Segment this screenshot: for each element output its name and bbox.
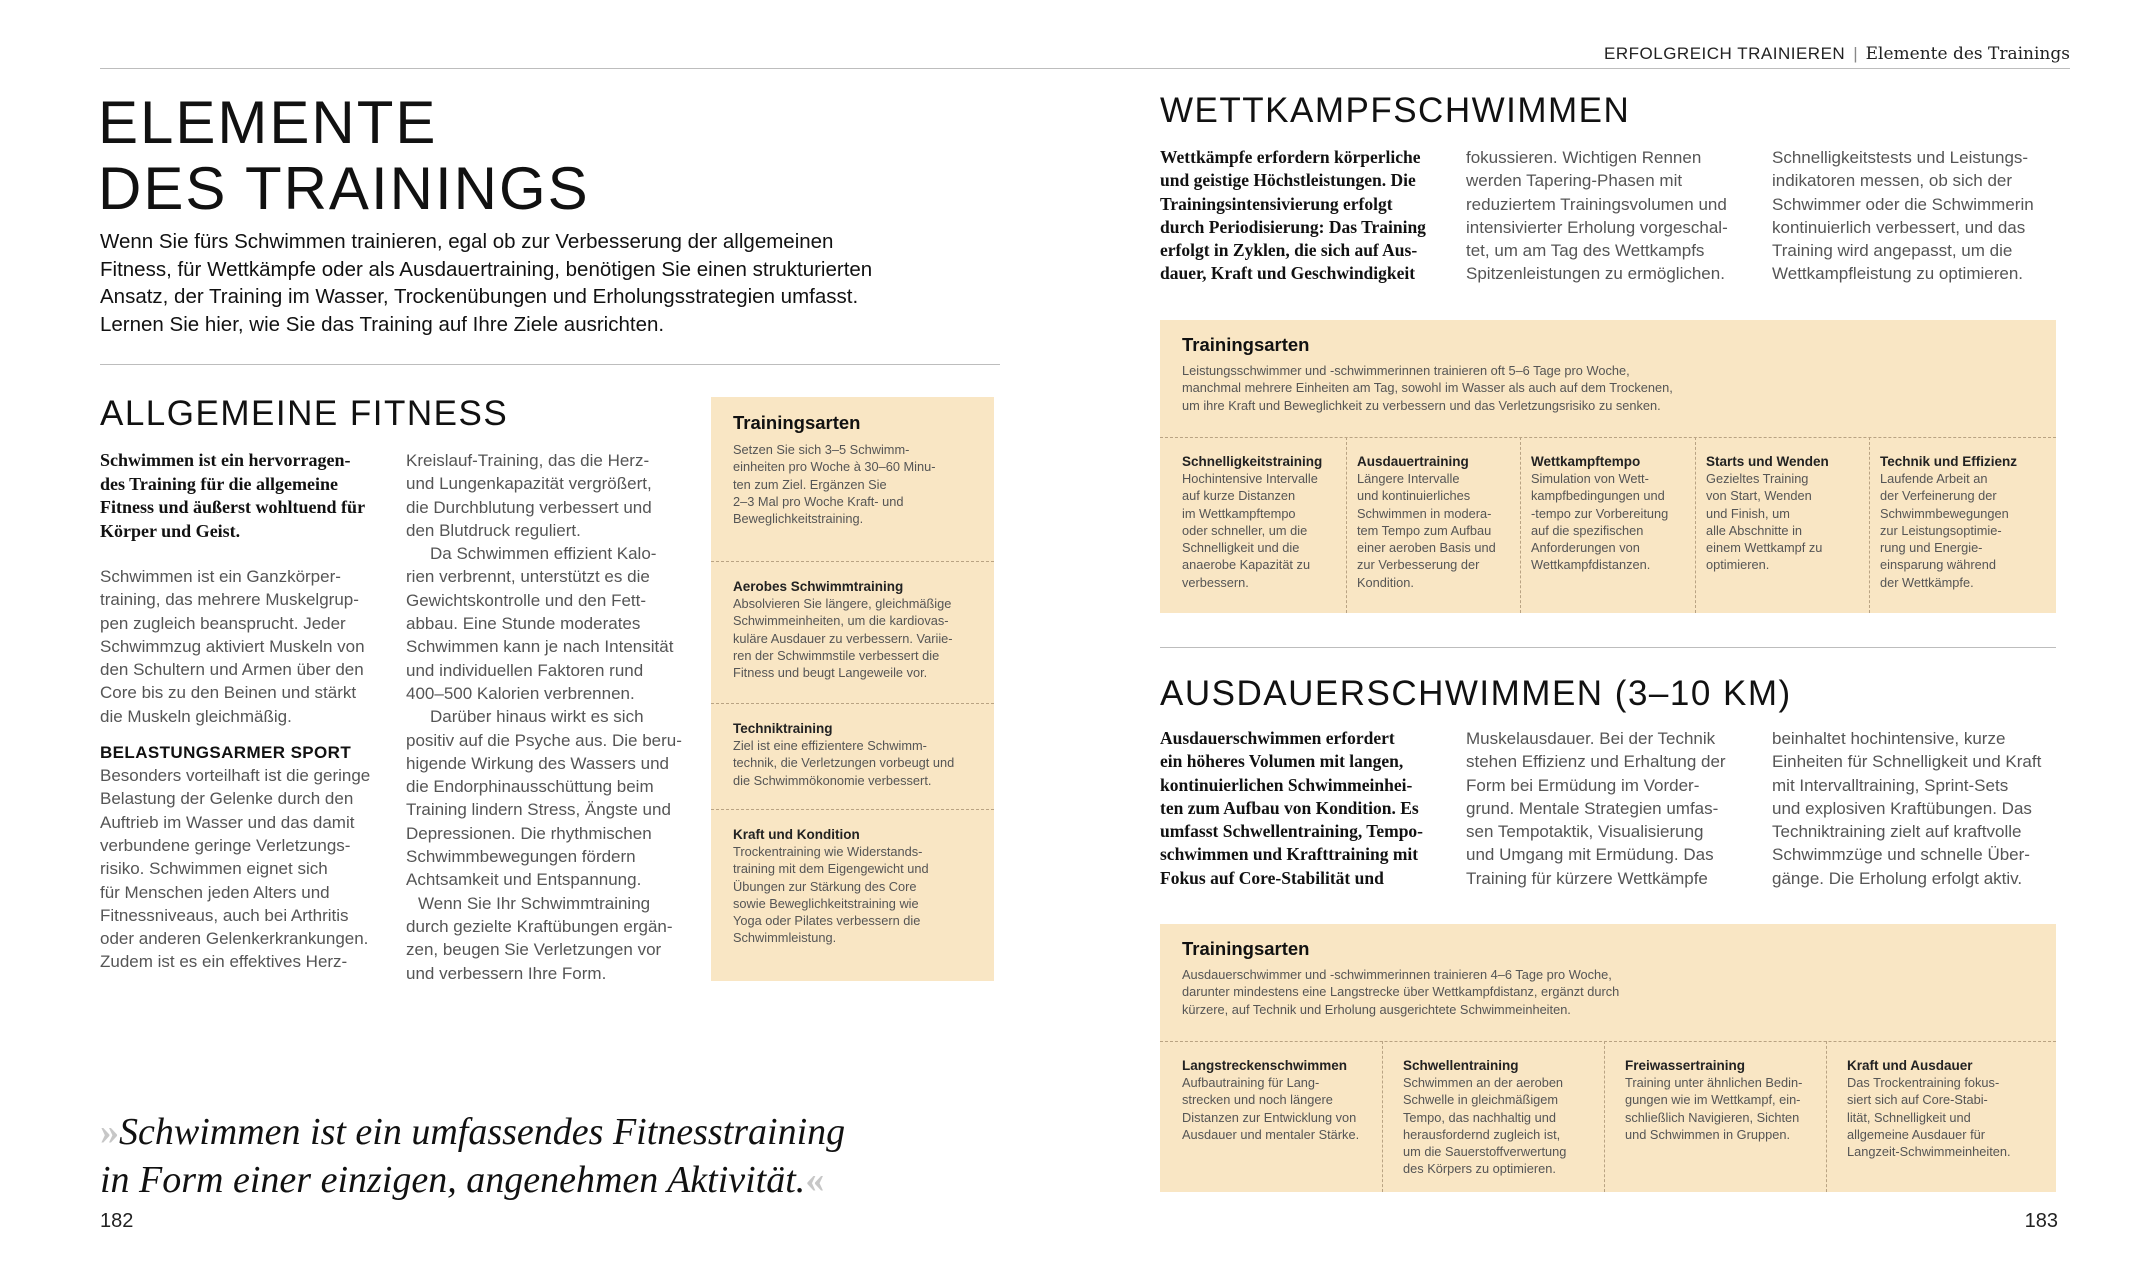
page-title-line: DES TRAININGS [98,155,590,222]
body-line: grund. Mentale Strategien umfas- [1466,798,1719,818]
box-line: Schwelle in gleichmäßigem [1403,1092,1559,1108]
competition-heading: WETTKAMPFSCHWIMMEN [1160,91,1631,130]
box-item-title: Schnelligkeitstraining [1182,454,1323,469]
box-item [733,578,988,681]
box-line: Absolvieren Sie längere, gleichmäßige [733,596,952,611]
fitness-column-1 [100,449,390,974]
box-item-title: Langstreckenschwimmen [1182,1058,1348,1073]
body-line: higende Wirkung des Wassers und [406,753,670,773]
body-line: Belastung der Gelenke durch den [100,789,354,809]
body-line: abbau. Eine Stunde moderates [406,614,641,634]
box-title: Trainingsarten [1182,334,1310,355]
body-line: und individuellen Faktoren rund [406,660,644,680]
box-line: Simulation von Wett- [1531,471,1649,486]
intro-line: Ansatz, der Training im Wasser, Trockenübungen und Erholungsstrategien umfasst. [100,285,859,308]
column-divider [1604,1041,1605,1192]
body-line: durch gezielte Kraftübungen ergän- [406,916,673,936]
box-item-title: Aerobes Schwimmtraining [733,579,904,594]
low-impact-body [100,764,390,974]
quote-line: in Form einer einzigen, angenehmen Aktivität.« [100,1159,825,1201]
body-line: Darüber hinaus wirkt es sich [430,707,644,727]
box-line: siert sich auf Core-Stabi- [1847,1092,1988,1108]
box-title: Trainingsarten [1182,938,1310,959]
box-item-title: Technik und Effizienz [1880,454,2018,469]
low-impact-subheading: BELASTUNGSARMER SPORT [100,743,352,763]
body-line: Schwimmzüge und schnelle Über- [1772,845,2030,865]
box-line: einer aeroben Basis und [1357,540,1496,556]
lead-line: Körper und Geist. [100,520,241,541]
lead-line: des Training für die allgemeine [100,473,339,494]
body-line: indikatoren messen, ob sich der [1772,171,2013,191]
box-item [1182,453,1344,591]
quote-close-mark: « [805,1159,825,1201]
body-line: Form bei Ermüdung im Vorder- [1466,775,1700,795]
lead-line: kontinuierlichen Schwimmeinhei- [1160,774,1413,795]
section-rule [1160,647,2056,648]
header-separator: | [1853,44,1858,63]
box-item-title: Freiwassertraining [1625,1058,1746,1073]
column-divider [1346,437,1347,613]
box-line: allgemeine Ausdauer für [1847,1126,1986,1142]
body-line: rien verbrennt, unterstützt es die [406,567,650,587]
body-line: fokussieren. Wichtigen Rennen [1466,148,1702,167]
endurance-training-types-box [1160,924,2056,1192]
box-line: technik, die Verletzungen vorbeugt und [733,755,955,771]
box-divider [1160,437,2056,438]
box-line: Schnelligkeit und die [1182,540,1300,556]
box-item [1880,453,2048,591]
box-line: Setzen Sie sich 3–5 Schwimm- [733,442,910,457]
body-line: zen, beugen Sie Verletzungen vor [406,940,662,960]
body-line: intensivierter Erholung vorgeschal- [1466,217,1728,237]
box-line: und Finish, um [1706,505,1790,521]
box-line: von Start, Wenden [1706,488,1812,504]
body-line: mit Intervalltraining, Sprint-Sets [1772,775,2009,795]
box-line: Hochintensive Intervalle [1182,471,1318,486]
body-line: die Muskeln gleichmäßig. [100,706,292,726]
intro-line: Fitness, für Wettkämpfe oder als Ausdauertraining, benötigen Sie einen strukturierten [100,257,873,281]
box-line: Schwimmen in modera- [1357,505,1492,521]
lead-line: schwimmen und Krafttraining mit [1160,844,1419,865]
box-line: Schwimmleistung. [733,930,837,946]
body-line: Auftrieb im Wasser und das damit [100,812,355,832]
box-line: optimieren. [1706,557,1770,573]
lead-line: durch Periodisierung: Das Training [1160,216,1426,237]
box-line: sowie Beweglichkeitstraining wie [733,895,919,911]
body-line: pen zugleich beansprucht. Jeder [100,613,346,633]
intro-line: Lernen Sie hier, wie Sie das Training auf Ihre Ziele ausrichten. [100,312,665,336]
body-line: beinhaltet hochintensive, kurze [1772,729,2006,748]
page-number-left: 182 [100,1210,134,1232]
box-line: Schwimmen an der aeroben [1403,1075,1564,1090]
box-line: alle Abschnitte in [1706,522,1803,538]
body-line: Training wird angepasst, um die [1772,241,2013,261]
box-line: lität, Schnelligkeit und [1847,1109,1971,1125]
box-line: herausfordernd zugleich ist, [1403,1126,1561,1142]
body-line: kontinuierlich verbessert, und das [1772,217,2026,237]
box-line: um ihre Kraft und Beweglichkeit zu verbessern und das Verletzungsrisiko zu senken. [1182,397,1661,413]
box-intro [733,441,983,527]
endurance-column-3 [1772,727,2072,890]
box-item-title: Starts und Wenden [1706,454,1829,469]
box-line: einheiten pro Woche à 30–60 Minu- [733,459,936,475]
body-line: 400–500 Kalorien verbrennen. [406,683,635,703]
box-line: und Schwimmen in Gruppen. [1625,1126,1791,1142]
body-line: Spitzenleistungen zu ermöglichen. [1466,264,1725,284]
box-line: Distanzen zur Entwicklung von [1182,1109,1357,1125]
chapter-label: Elemente des Trainings [1865,44,2070,64]
box-line: Längere Intervalle [1357,471,1460,486]
section-rule [100,364,1000,365]
section-label: ERFOLGREICH TRAINIEREN [1604,44,1846,63]
body-line: Training lindern Stress, Ängste und [406,800,671,820]
box-line: strecken und noch längere [1182,1092,1333,1108]
box-line: der Verfeinerung der [1880,488,1997,504]
box-item [1531,453,1693,574]
body-line: Da Schwimmen effizient Kalo- [430,544,657,564]
endurance-heading: AUSDAUERSCHWIMMEN (3–10 KM) [1160,674,1792,713]
box-line: training mit dem Eigengewicht und [733,861,929,877]
competition-training-types-box [1160,320,2056,613]
box-line: kuläre Ausdauer zu verbessern. Variie- [733,630,953,646]
box-item [1625,1057,1825,1143]
box-line: Schwimmeinheiten, um die kardiovas- [733,613,949,629]
box-divider [711,809,994,810]
box-line: Anforderungen von [1531,540,1640,556]
box-item [1357,453,1517,591]
body-line: Wettkampfleistung zu optimieren. [1772,264,2024,284]
competition-column-2 [1466,146,1766,286]
box-item [1182,1057,1382,1143]
body-line: Schwimmbewegungen fördern [406,847,636,867]
pull-quote [100,1108,1000,1204]
box-divider [711,703,994,704]
body-line: Fitnessniveaus, auch bei Arthritis [100,905,349,925]
column-divider [1826,1041,1827,1192]
lead-line: Fitness und äußerst wohltuend für [100,497,366,517]
box-divider [711,561,994,562]
box-intro [1182,362,2032,414]
body-line: Training für kürzere Wettkämpfe [1466,868,1708,888]
body-line: Achtsamkeit und Entspannung. [406,870,642,890]
body-line: Gewichtskontrolle und den Fett- [406,590,647,610]
lead-line: Trainingsintensivierung erfolgt [1160,193,1393,214]
body-line: und Lungenkapazität vergrößert, [406,474,652,494]
box-line: tem Tempo zum Aufbau [1357,522,1492,538]
box-item [733,720,988,789]
body-line: Kreislauf-Training, das die Herz- [406,451,650,470]
lead-line: ten zum Aufbau von Kondition. Es [1160,797,1419,818]
body-line: Wenn Sie Ihr Schwimmtraining [418,893,651,913]
competition-column-1 [1160,146,1460,286]
body-line: tet, um am Tag des Wettkampfs [1466,241,1705,261]
body-line: den Blutdruck reguliert. [406,520,581,540]
box-line: anaerobe Kapazität zu [1182,557,1311,573]
box-line: einsparung während [1880,557,1996,573]
box-line: Fitness und beugt Langeweile vor. [733,665,928,681]
body-line: und Umgang mit Ermüdung. Das [1466,845,1714,865]
box-line: Langzeit-Schwimmeinheiten. [1847,1144,2011,1160]
lead-line: umfasst Schwellentraining, Tempo- [1160,821,1424,842]
box-item-title: Wettkampftempo [1531,454,1641,469]
box-line: Aufbautraining für Lang- [1182,1075,1320,1090]
column-divider [1869,437,1870,613]
lead-line: und geistige Höchstleistungen. Die [1160,170,1416,191]
box-line: Übungen zur Stärkung des Core [733,878,917,894]
box-intro [1182,966,2032,1018]
box-line: Yoga oder Pilates verbessern die [733,913,921,929]
box-line: Laufende Arbeit an [1880,471,1988,486]
box-line: zur Verbesserung der [1357,557,1480,573]
box-item [1847,1057,2047,1160]
quote-open-mark: » [100,1111,119,1153]
body-line: Schwimmzug aktiviert Muskeln von [100,636,365,656]
box-line: um die Sauerstoffverwertung [1403,1144,1567,1160]
box-line: Trockentraining wie Widerstands- [733,844,923,859]
box-item [1706,453,1866,574]
box-line: manchmal mehrere Einheiten am Tag, sowohl im Wasser als auch auf dem Trockenen, [1182,380,1673,396]
box-line: Beweglichkeitstraining. [733,511,864,527]
body-line: und explosiven Kraftübungen. Das [1772,798,2032,818]
column-divider [1382,1041,1383,1192]
endurance-column-2 [1466,727,1766,890]
body-line: Techniktraining zielt auf kraftvolle [1772,822,2022,842]
body-line: Zudem ist es ein effektives Herz- [100,952,348,972]
header-rule [100,68,2070,69]
body-line: Schwimmer oder die Schwimmerin [1772,194,2034,214]
body-line: risiko. Schwimmen eignet sich [100,859,328,879]
box-line: Wettkampfdistanzen. [1531,557,1651,573]
intro-paragraph [100,228,1000,338]
box-line: die Schwimmökonomie verbessert. [733,772,932,788]
body-line: werden Tapering-Phasen mit [1466,171,1683,191]
running-header [1604,44,2070,64]
body-line: verbundene geringe Verletzungs- [100,835,351,855]
box-title: Trainingsarten [733,412,861,433]
competition-column-3 [1772,146,2072,286]
page-title-line: ELEMENTE [98,89,438,156]
box-line: schließlich Navigieren, Sichten [1625,1109,1800,1125]
body-line: den Schultern und Armen über den [100,660,364,680]
lead-line: erfolgt in Zyklen, die sich auf Aus- [1160,240,1418,261]
fitness-column-2 [406,449,696,985]
box-divider [1160,1041,2056,1042]
page-title [98,90,590,222]
body-line: Schwimmen kann je nach Intensität [406,637,674,657]
box-line: kampfbedingungen und [1531,488,1665,504]
body-line: und verbessern Ihre Form. [406,963,607,983]
box-line: Kondition. [1357,574,1414,590]
body-line: positiv auf die Psyche aus. Die beru- [406,730,682,750]
box-line: Leistungsschwimmer und -schwimmerinnen trainieren oft 5–6 Tage pro Woche, [1182,363,1630,378]
box-line: verbessern. [1182,574,1249,590]
body-line: die Endorphinausschüttung beim [406,777,654,797]
page-number-right: 183 [2024,1210,2058,1232]
box-line: oder schneller, um die [1182,522,1308,538]
box-item [733,826,988,947]
fitness-body [100,565,390,728]
box-line: Tempo, das nachhaltig und [1403,1109,1556,1125]
body-line: sen Tempotaktik, Visualisierung [1466,822,1704,842]
box-item-title: Techniktraining [733,721,833,736]
lead-line: Schwimmen ist ein hervorragen- [100,450,351,470]
lead-line: Ausdauerschwimmen erfordert [1160,728,1395,748]
lead-line: Wettkämpfe erfordern körperliche [1160,147,1421,167]
box-line: darunter mindestens eine Langstrecke über Wettkampfdistanz, ergänzt durch [1182,984,1620,1000]
body-line: stehen Effizienz und Erhaltung der [1466,752,1726,772]
box-item-title: Kraft und Kondition [733,827,860,842]
box-line: gungen wie im Wettkampf, ein- [1625,1092,1801,1108]
body-line: Core bis zu den Beinen und stärkt [100,683,357,703]
box-item-title: Ausdauertraining [1357,454,1469,469]
body-line: gänge. Die Erholung erfolgt aktiv. [1772,868,2023,888]
box-line: Ausdauer und mentaler Stärke. [1182,1126,1360,1142]
box-line: Ausdauerschwimmer und -schwimmerinnen trainieren 4–6 Tage pro Woche, [1182,967,1612,982]
box-line: zur Leistungsoptimie- [1880,522,2002,538]
box-item [1403,1057,1603,1178]
box-line: auf die spezifischen [1531,522,1644,538]
box-line: des Körpers zu optimieren. [1403,1161,1556,1177]
box-line: und kontinuierliches [1357,488,1471,504]
column-divider [1695,437,1696,613]
body-line: Muskelausdauer. Bei der Technik [1466,729,1716,748]
endurance-column-1 [1160,727,1460,890]
box-line: im Wettkampftempo [1182,505,1296,521]
box-line: auf kurze Distanzen [1182,488,1296,504]
box-line: -tempo zur Vorbereitung [1531,505,1669,521]
box-item-title: Kraft und Ausdauer [1847,1058,1973,1073]
box-line: rung und Energie- [1880,540,1983,556]
body-line: training, das mehrere Muskelgrup- [100,590,359,610]
fitness-lead [100,449,390,543]
box-line: der Wettkämpfe. [1880,574,1974,590]
body-line: oder anderen Gelenkerkrankungen. [100,929,369,949]
body-line: Schwimmen ist ein Ganzkörper- [100,567,341,586]
box-item-title: Schwellentraining [1403,1058,1519,1073]
column-divider [1520,437,1521,613]
body-line: die Durchblutung verbessert und [406,497,652,517]
body-line: Depressionen. Die rhythmischen [406,823,652,843]
fitness-training-types-box [711,397,994,981]
box-line: ten zum Ziel. Ergänzen Sie [733,476,887,492]
box-line: Schwimmbewegungen [1880,505,2009,521]
box-line: einem Wettkampf zu [1706,540,1823,556]
intro-line: Wenn Sie fürs Schwimmen trainieren, egal ob zur Verbesserung der allgemeinen [100,230,834,253]
box-line: Das Trockentraining fokus- [1847,1075,2000,1090]
body-line: reduziertem Trainingsvolumen und [1466,194,1727,214]
box-line: kürzere, auf Technik und Erholung ausgerichtete Schwimmeinheiten. [1182,1001,1571,1017]
box-line: Ziel ist eine effizientere Schwimm- [733,738,927,753]
lead-line: ein höheres Volumen mit langen, [1160,751,1404,772]
box-line: Training unter ähnlichen Bedin- [1625,1075,1803,1090]
body-line: Besonders vorteilhaft ist die geringe [100,766,371,786]
box-line: ren der Schwimmstile verbessert die [733,647,940,663]
lead-line: Fokus auf Core-Stabilität und [1160,867,1384,888]
box-line: 2–3 Mal pro Woche Kraft- und [733,493,904,509]
body-line: Schnelligkeitstests und Leistungs- [1772,148,2029,167]
quote-line: »Schwimmen ist ein umfassendes Fitnesstraining [100,1111,846,1153]
body-line: Einheiten für Schnelligkeit und Kraft [1772,752,2042,772]
body-line: für Menschen jeden Alters und [100,882,330,902]
lead-line: dauer, Kraft und Geschwindigkeit [1160,263,1416,284]
box-line: Gezieltes Training [1706,471,1809,486]
fitness-heading: ALLGEMEINE FITNESS [100,394,509,433]
